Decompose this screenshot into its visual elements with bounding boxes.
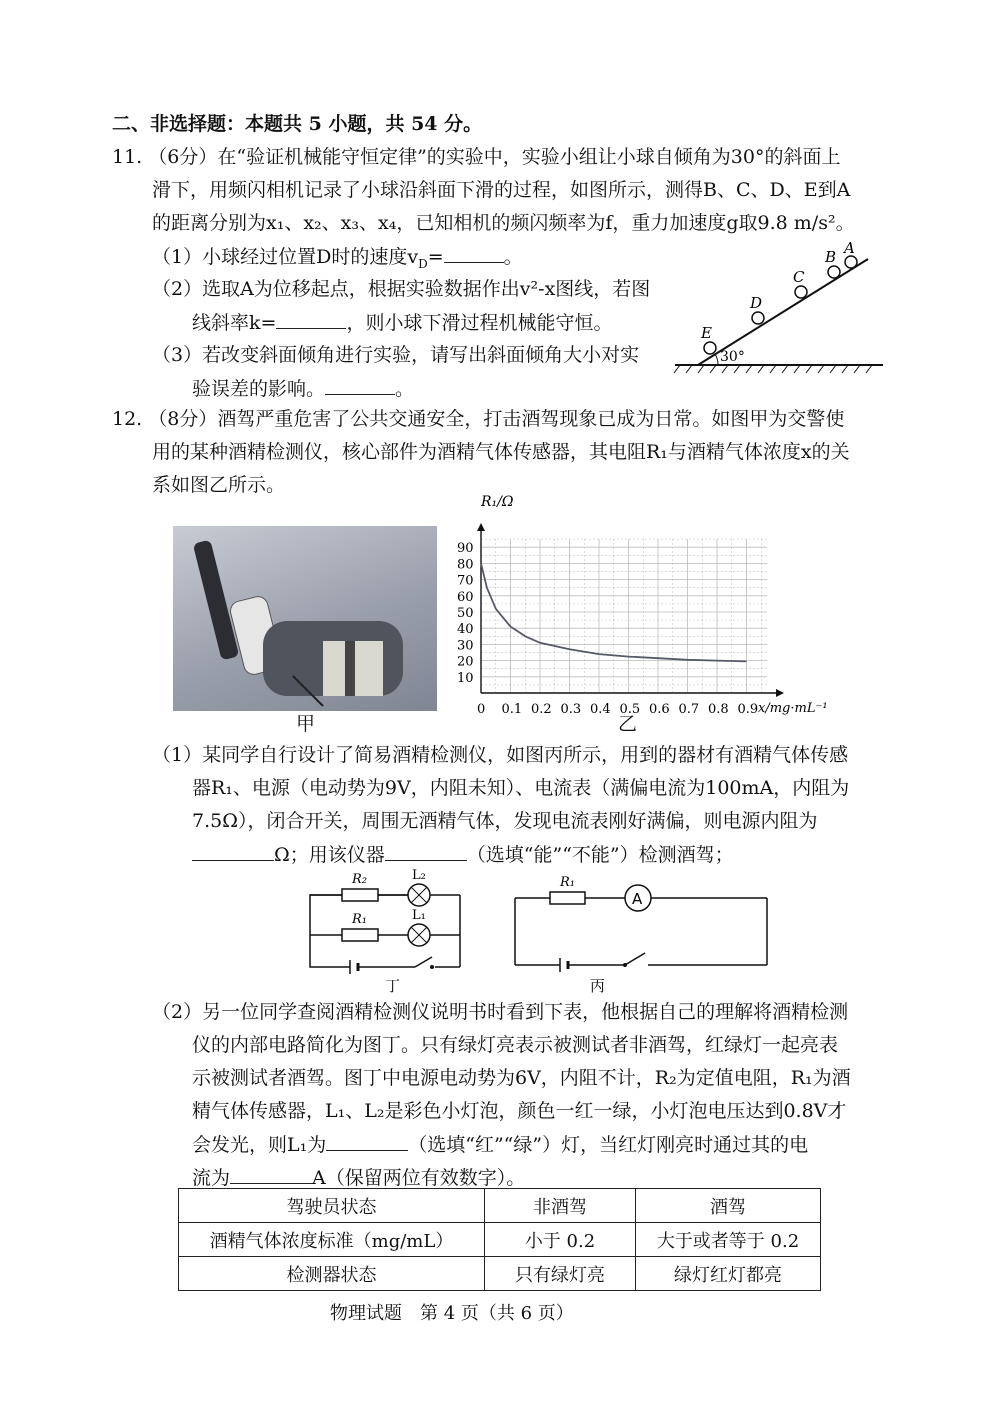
answer-blank[interactable] (325, 376, 395, 395)
chart-y-tick-label: 20 (457, 654, 474, 670)
q11-line1 (112, 145, 840, 169)
q11-sub1-subscript: D (418, 256, 428, 271)
caption-jia: 甲 (296, 713, 316, 735)
q11-sub2-line1: （2）选取A为位移起点，根据实验数据作出v²-x图线，若图 (152, 278, 651, 300)
switch-contact (623, 963, 627, 967)
caption-bing: 丙 (590, 977, 606, 995)
ball-c (795, 286, 807, 298)
battery-icon (350, 960, 358, 974)
label-b: B (825, 248, 837, 266)
table-row (179, 1189, 821, 1223)
circuit-bing (505, 870, 780, 995)
q12-p1-line4 (192, 842, 734, 867)
table-cell: 只有绿灯亮 (485, 1257, 636, 1291)
q12-p2-text-a: 会发光，则L₁为 (192, 1134, 327, 1156)
resistor-r1 (550, 892, 585, 904)
q12-p2-text-b: （选填“红”“绿”）灯，当红灯刚亮时通过其的电 (408, 1134, 809, 1156)
chart-y-tick-label: 90 (457, 541, 474, 557)
q12-p1-line1: （1）某同学自行设计了简易酒精检测仪，如图丙所示，用到的器材有酒精气体传感 (152, 744, 849, 766)
chart-xlabel: x/mg·mL⁻¹ (758, 701, 828, 716)
section-title: 二、非选择题：本题共 5 小题，共 54 分。 (112, 113, 483, 135)
ball-d (752, 312, 764, 324)
chart-ylabel: R₁/Ω (481, 494, 514, 510)
caption-yi: 乙 (618, 713, 638, 735)
ball-a (845, 256, 857, 268)
q11-line3: 的距离分别为x₁、x₂、x₃、x₄，已知相机的频闪频率为f，重力加速度g取9.8 m/s²。 (152, 212, 855, 234)
incline-figure (670, 240, 890, 380)
table-cell: 非酒驾 (485, 1189, 636, 1223)
q11-sub2-line2 (192, 310, 612, 335)
q12-p2-line2: 仪的内部电路简化为图丁。只有绿灯亮表示被测试者非酒驾，红绿灯一起亮表 (192, 1034, 839, 1056)
q11-sub1-text: （1）小球经过位置D时的速度v (152, 246, 419, 268)
q12-p2-text-c: 流为 (192, 1167, 231, 1189)
label-c: C (793, 268, 805, 286)
caption-ding: 丁 (385, 977, 401, 995)
answer-blank[interactable] (326, 1132, 408, 1151)
q11-sub2-text-b: ，则小球下滑过程机械能守恒。 (346, 312, 613, 334)
q11-text: （6分）在“验证机械能守恒定律”的实验中，实验小组让小球自倾角为30°的斜面上 (148, 146, 841, 168)
table-row (179, 1223, 821, 1257)
chart-x-tick-label: 0.7 (678, 702, 700, 717)
q11-number: 11. (112, 146, 143, 168)
switch-contact (430, 965, 434, 969)
q11-sub3-line2 (192, 376, 414, 401)
q12-p2-line1: （2）另一位同学查阅酒精检测仪说明书时看到下表，他根据自己的理解将酒精检测 (152, 1001, 849, 1023)
answer-blank[interactable] (192, 842, 274, 861)
lamp-l2 (408, 884, 430, 906)
q12-p1-line2: 器R₁、电源（电动势为9V，内阻未知）、电流表（满偏电流为100mA，内阻为 (192, 777, 850, 799)
chart-y-tick-label: 40 (457, 622, 474, 638)
q12-p2-line3: 示被测试者酒驾。图丁中电源电动势为6V，内阻不计，R₂为定值电阻，R₁为酒 (192, 1067, 851, 1089)
table-cell: 小于 0.2 (485, 1223, 636, 1257)
chart-axes (477, 523, 784, 697)
q11-sub3-line1: （3）若改变斜面倾角进行实验，请写出斜面倾角大小对实 (152, 344, 640, 366)
chart-ticks (457, 541, 758, 717)
chart-x-tick-label: 0 (477, 702, 486, 717)
chart-y-tick-label: 50 (457, 606, 474, 621)
q12-text: （8分）酒驾严重危害了公共交通安全，打击酒驾现象已成为日常。如图甲为交警使 (148, 408, 845, 430)
label-r2: R₂ (352, 872, 367, 887)
label-r1: R₁ (352, 912, 367, 927)
answer-blank[interactable] (385, 842, 467, 861)
label-l2: L₂ (412, 868, 426, 883)
q11-sub3-text-a: 验误差的影响。 (192, 378, 326, 400)
chart-x-tick-label: 0.3 (560, 702, 582, 717)
chart-y-arrow (477, 523, 485, 531)
chart-y-tick-label: 10 (457, 670, 474, 686)
breathalyzer-illustration (173, 526, 437, 711)
label-l1: L₁ (412, 908, 426, 923)
ammeter-label: A (632, 890, 643, 908)
q12-p2-line6 (192, 1165, 525, 1190)
q12-p1-text-b: （选填“能”“不能”）检测酒驾； (466, 844, 734, 866)
q12-p2-line4: 精气体传感器，L₁、L₂是彩色小灯泡，颜色一红一绿，小灯泡电压达到0.8V才 (192, 1100, 847, 1122)
chart-x-tick-label: 0.6 (649, 702, 670, 717)
label-e: E (701, 324, 712, 342)
chart-x-tick-label: 0.1 (501, 702, 523, 717)
ball-b (828, 266, 840, 278)
label-r1: R₁ (560, 875, 575, 890)
q11-sub1-tail: 。 (503, 246, 523, 268)
table-cell: 酒驾 (636, 1189, 821, 1223)
resistance-chart (445, 490, 840, 730)
q11-sub3-text-b: 。 (395, 378, 415, 400)
ball-e (704, 342, 716, 354)
chart-x-tick-label: 0.8 (708, 702, 729, 717)
table-cell: 驾驶员状态 (179, 1189, 485, 1223)
lamp-l1 (408, 924, 430, 946)
chart-x-arrow (776, 689, 784, 697)
page-footer: 物理试题 第 4 页（共 6 页） (330, 1303, 574, 1324)
table-row (179, 1257, 821, 1291)
q12-p1-text-a: Ω；用该仪器 (274, 844, 385, 866)
chart-x-tick-label: 0.5 (619, 702, 641, 717)
criteria-table (178, 1188, 821, 1291)
q12-p2-text-d: A（保留两位有效数字）。 (312, 1167, 526, 1189)
ground-hatch (674, 365, 872, 373)
label-d: D (750, 294, 763, 312)
breathalyzer-photo (173, 526, 437, 711)
q11-sub1-eq: = (427, 246, 444, 268)
q11-sub2-text-a: 线斜率k= (192, 312, 277, 334)
chart-y-tick-label: 80 (457, 557, 474, 573)
chart-y-tick-label: 30 (457, 638, 474, 654)
q12-p1-line3: 7.5Ω），闭合开关，周围无酒精气体，发现电流表刚好满偏，则电源内阻为 (192, 810, 818, 832)
label-a: A (844, 240, 855, 257)
q11-sub1 (152, 244, 523, 276)
angle-arc (715, 354, 718, 365)
q12-number: 12. (112, 408, 143, 430)
answer-blank[interactable] (230, 1165, 312, 1184)
resistor-r2 (342, 889, 378, 901)
chart-x-tick-label: 0.4 (590, 702, 611, 717)
q11-line2: 滑下，用频闪相机记录了小球沿斜面下滑的过程，如图所示，测得B、C、D、E到A (152, 179, 851, 201)
q12-line3: 系如图乙所示。 (152, 474, 286, 496)
chart-y-tick-label: 60 (457, 589, 474, 605)
answer-blank[interactable] (276, 310, 346, 329)
q12-p2-line5 (192, 1132, 808, 1157)
chart-x-tick-label: 0.2 (531, 702, 552, 717)
answer-blank[interactable] (444, 244, 504, 263)
q12-line2: 用的某种酒精检测仪，核心部件为酒精气体传感器，其电阻R₁与酒精气体浓度x的关 (152, 441, 850, 463)
chart-y-tick-label: 70 (457, 573, 474, 589)
angle-label: 30° (720, 349, 745, 365)
circuit-ding (300, 865, 480, 995)
table-cell: 大于或者等于 0.2 (636, 1223, 821, 1257)
table-cell: 绿灯红灯都亮 (636, 1257, 821, 1291)
chart-grid (481, 539, 767, 693)
table-cell: 酒精气体浓度标准（mg/mL） (179, 1223, 485, 1257)
q12-line1 (112, 407, 844, 431)
table-cell: 检测器状态 (179, 1257, 485, 1291)
resistor-r1 (342, 929, 378, 941)
battery-icon (560, 958, 568, 972)
chart-x-tick-label: 0.9 (737, 702, 759, 717)
ammeter-icon (625, 885, 651, 911)
